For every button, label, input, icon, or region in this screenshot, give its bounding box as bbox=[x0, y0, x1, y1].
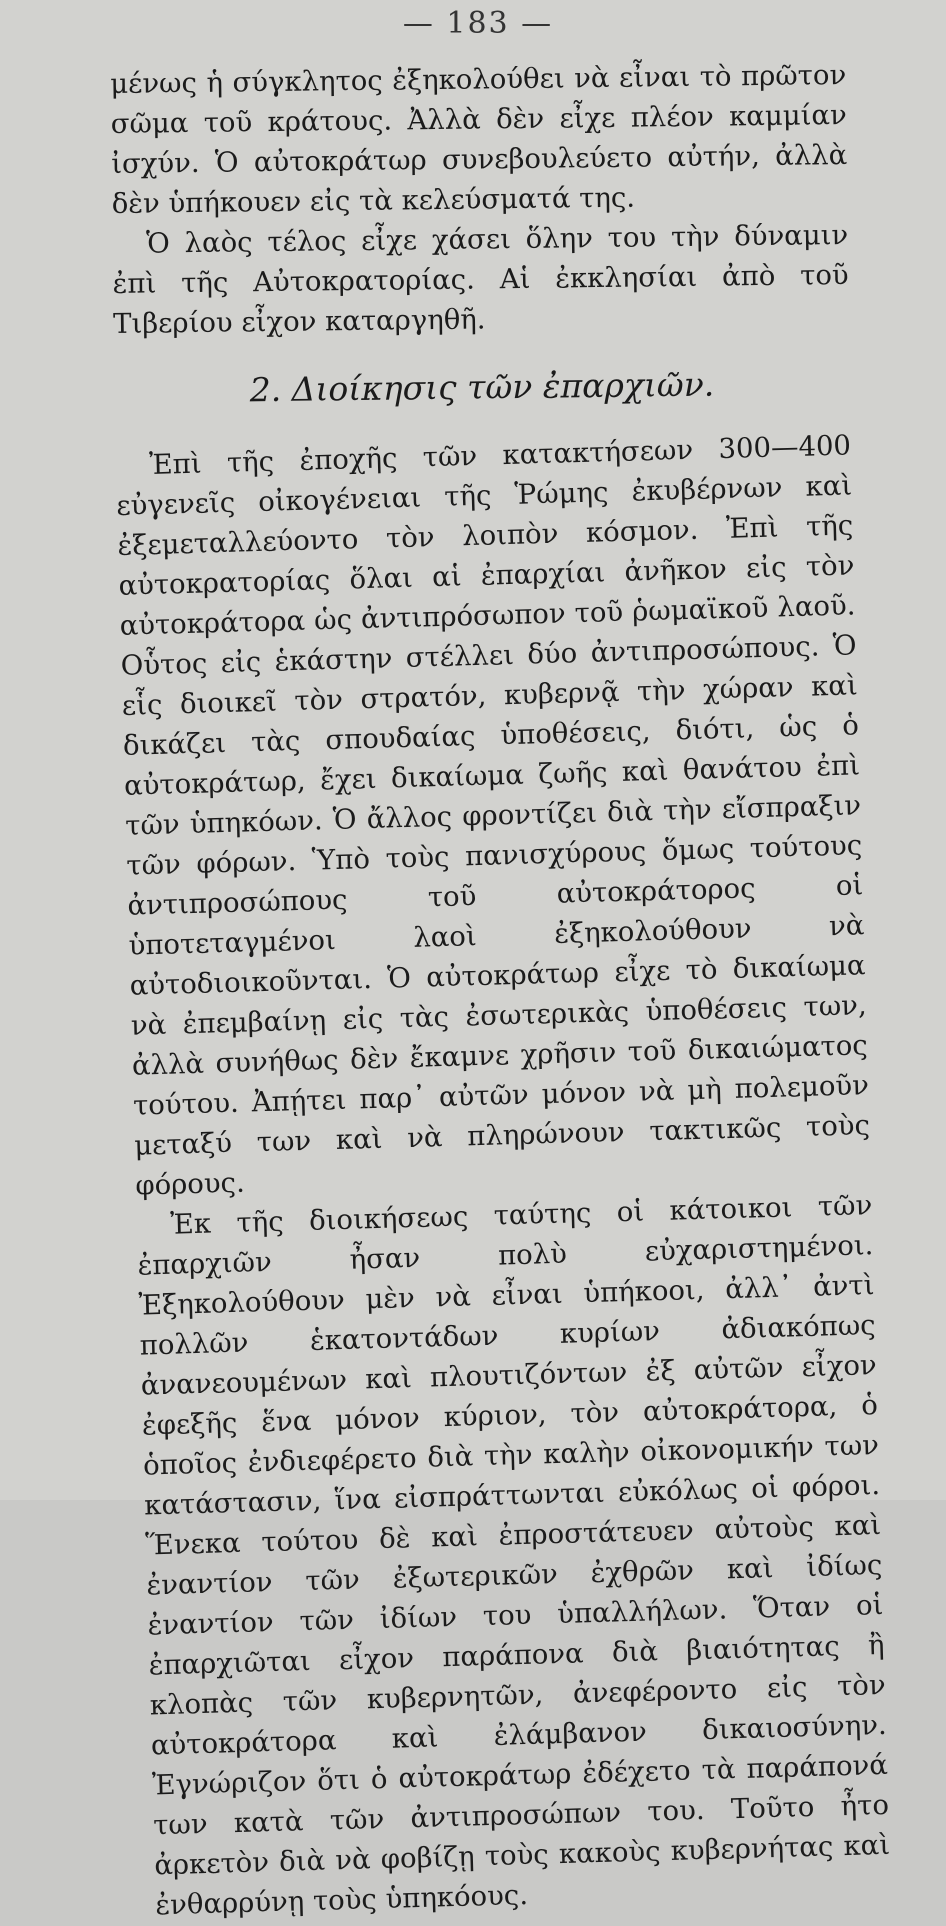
page-number: — 183 — bbox=[402, 6, 554, 41]
paragraph-administration: Ἐκ τῆς διοικήσεως ταύτης οἱ κάτοικοι τῶν ἐπαρχιῶν ἦσαν πολὺ εὐχαριστημένοι. Ἐξηκολούθουν μὲν νὰ εἶναι ὑπήκοοι, ἀλλ᾽ ἀντὶ πολλῶν ἑκατοντάδων κυρίων ἀδιακόπως ἀνανεουμένων καὶ πλουτιζόντων ἐξ αὐτῶν εἶχον ἐφεξῆς ἕνα μόνον κύριον, τὸν αὐτοκράτορα, ὁ ὁποῖος ἐνδιεφέρετο διὰ τὴν καλὴν οἰκονομικήν των κατάστασιν, ἵνα εἰσπράττωνται εὐκόλως οἱ φόροι. Ἕνεκα τούτου δὲ καὶ ἐπροστάτευεν αὐτοὺς καὶ ἐναντίον τῶν ἐξωτερικῶν ἐχθρῶν καὶ ἰδίως ἐναντίον τῶν ἰδίων του ὑπαλλήλων. Ὅταν οἱ ἐπαρχιῶται εἶχον παράπονα διὰ βιαιότητας ἢ κλοπὰς τῶν κυβερνητῶν, ἀνεφέροντο εἰς τὸν αὐτοκράτορα καὶ ἐλάμβανον δικαιοσύνην. Ἐγνώριζον ὅτι ὁ αὐτοκράτωρ ἐδέχετο τὰ παράπονά των κατὰ τῶν ἀντιπροσώπων του. Τοῦτο ἦτο ἀρκετὸν διὰ νὰ φοβίζῃ τοὺς κακοὺς κυβερνήτας καὶ ἐνθαρρύνῃ τοὺς ὑπηκόους. bbox=[137, 1189, 891, 1922]
section-heading: 2. Διοίκησις τῶν ἐπαρχιῶν. bbox=[249, 364, 715, 410]
section-body bbox=[115, 425, 892, 1925]
page-text bbox=[110, 55, 891, 1926]
paragraph-provinces: Ἐπὶ τῆς ἐποχῆς τῶν κατακτήσεων 300—400 εὐγενεῖς οἰκογένειαι τῆς Ῥώμης ἐκυβέρνων καὶ ἐξεμεταλλεύοντο τὸν λοιπὸν κόσμον. Ἐπὶ τῆς αὐτοκρατορίας ὅλαι αἱ ἐπαρχίαι ἀνῆκον εἰς τὸν αὐτοκράτορα ὡς ἀντιπρόσωπον τοῦ ῥωμαϊκοῦ λαοῦ. Οὗτος εἰς ἑκάστην στέλλει δύο ἀντιπροσώπους. Ὁ εἷς διοικεῖ τὸν στρατόν, κυβερνᾷ τὴν χώραν καὶ δικάζει τὰς σπουδαίας ὑποθέσεις, διότι, ὡς ὁ αὐτοκράτωρ, ἔχει δικαίωμα ζωῆς καὶ θανάτου ἐπὶ τῶν ὑπηκόων. Ὁ ἄλλος φροντίζει διὰ τὴν εἴσπραξιν τῶν φόρων. Ὑπὸ τοὺς πανισχύρους ὅμως τούτους ἀντιπροσώπους τοῦ αὐτοκράτορος οἱ ὑποτεταγμένοι λαοὶ ἐξηκολούθουν νὰ αὐτοδιοικοῦνται. Ὁ αὐτοκράτωρ εἶχε τὸ δικαίωμα νὰ ἐπεμβαίνῃ εἰς τὰς ἐσωτερικὰς ὑποθέσεις των, ἀλλὰ συνήθως δὲν ἔκαμνε χρῆσιν τοῦ δικαιώματος τούτου. Ἀπῄτει παρ᾽ αὐτῶν μόνον νὰ μὴ πολεμοῦν μεταξύ των καὶ νὰ πληρώνουν τακτικῶς τοὺς φόρους. bbox=[115, 429, 871, 1202]
paragraph-people: Ὁ λαὸς τέλος εἶχε χάσει ὅλην του τὴν δύναμιν ἐπὶ τῆς Αὐτοκρατορίας. Αἱ ἐκκλησίαι ἀπὸ τοῦ Τιβερίου εἶχον καταργηθῆ. bbox=[112, 218, 849, 340]
paragraph-senate: μένως ἡ σύγκλητος ἐξηκολούθει νὰ εἶναι τὸ πρῶτον σῶμα τοῦ κράτους. Ἀλλὰ δὲν εἶχε πλέον καμμίαν ἰσχύν. Ὁ αὐτοκράτωρ συνεβουλεύετο αὐτήν, ἀλλὰ δὲν ὑπήκουεν εἰς τὰ κελεύσματά της. bbox=[110, 59, 848, 220]
